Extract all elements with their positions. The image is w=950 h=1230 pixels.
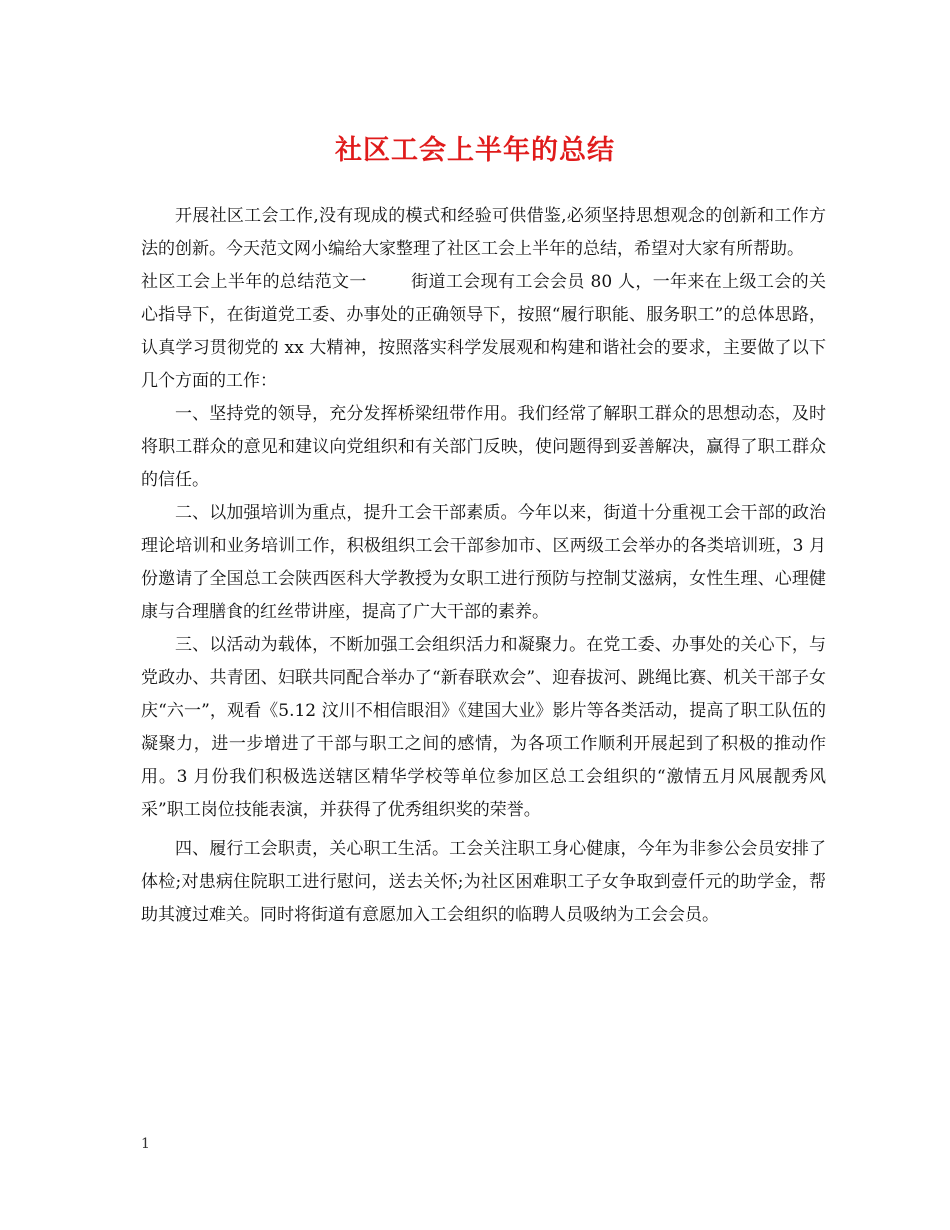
paragraph-point-two: 二、以加强培训为重点，提升工会干部素质。今年以来，街道十分重视工会干部的政治理论培训和业务培训工作，积极组织工会干部参加市、区两级工会举办的各类培训班，3 月份邀请了全国总工会陕西医科大学教授为女职工进行预防与控制艾滋病，女性生理、心理健康与合理膳食的红丝带讲座，提高了广大干部的素养。: [141, 503, 826, 622]
paragraph-intro: 开展社区工会工作,没有现成的模式和经验可供借鉴,必须坚持思想观念的创新和工作方法的创新。今天范文网小编给大家整理了社区工会上半年的总结，希望对大家有所帮助。: [141, 206, 826, 259]
page-number: 1: [141, 1136, 150, 1152]
paragraph-sample-one: [141, 266, 826, 398]
document-title: 社区工会上半年的总结: [335, 135, 615, 166]
paragraph-point-three: 三、以活动为载体，不断加强工会组织活力和凝聚力。在党工委、办事处的关心下，与党政办、共青团、妇联共同配合举办了“新春联欢会”、迎春拔河、跳绳比赛、机关干部子女庆“六一”，观看《5.12 汶川不相信眼泪》《建国大业》影片等各类活动，提高了职工队伍的凝聚力，进一步增进了干部与职工之间的感情，为各项工作顺利开展起到了积极的推动作用。3 月份我们积极选送辖区精华学校等单位参加区总工会组织的“激情五月风展靓秀风采”职工岗位技能表演，并获得了优秀组织奖的荣誉。: [141, 635, 826, 820]
paragraph-point-one: 一、坚持党的领导，充分发挥桥梁纽带作用。我们经常了解职工群众的思想动态，及时将职工群众的意见和建议向党组织和有关部门反映，使问题得到妥善解决，赢得了职工群众的信任。: [141, 404, 826, 490]
sample-heading: 社区工会上半年的总结范文一: [141, 272, 367, 292]
paragraph-point-four: 四、履行工会职责，关心职工生活。工会关注职工身心健康，今年为非参公会员安排了体检;对患病住院职工进行慰问，送去关怀;为社区困难职工子女争取到壹仟元的助学金，帮助其渡过难关。同时将街道有意愿加入工会组织的临聘人员吸纳为工会会员。: [141, 839, 826, 925]
document-body: [141, 200, 826, 932]
sample-body: 街道工会现有工会会员 80 人，一年来在上级工会的关心指导下，在街道党工委、办事处的正确领导下，按照“履行职能、服务职工”的总体思路，认真学习贯彻党的 xx 大精神，按照落实科学发展观和构建和谐社会的要求，主要做了以下几个方面的工作：: [141, 272, 826, 391]
